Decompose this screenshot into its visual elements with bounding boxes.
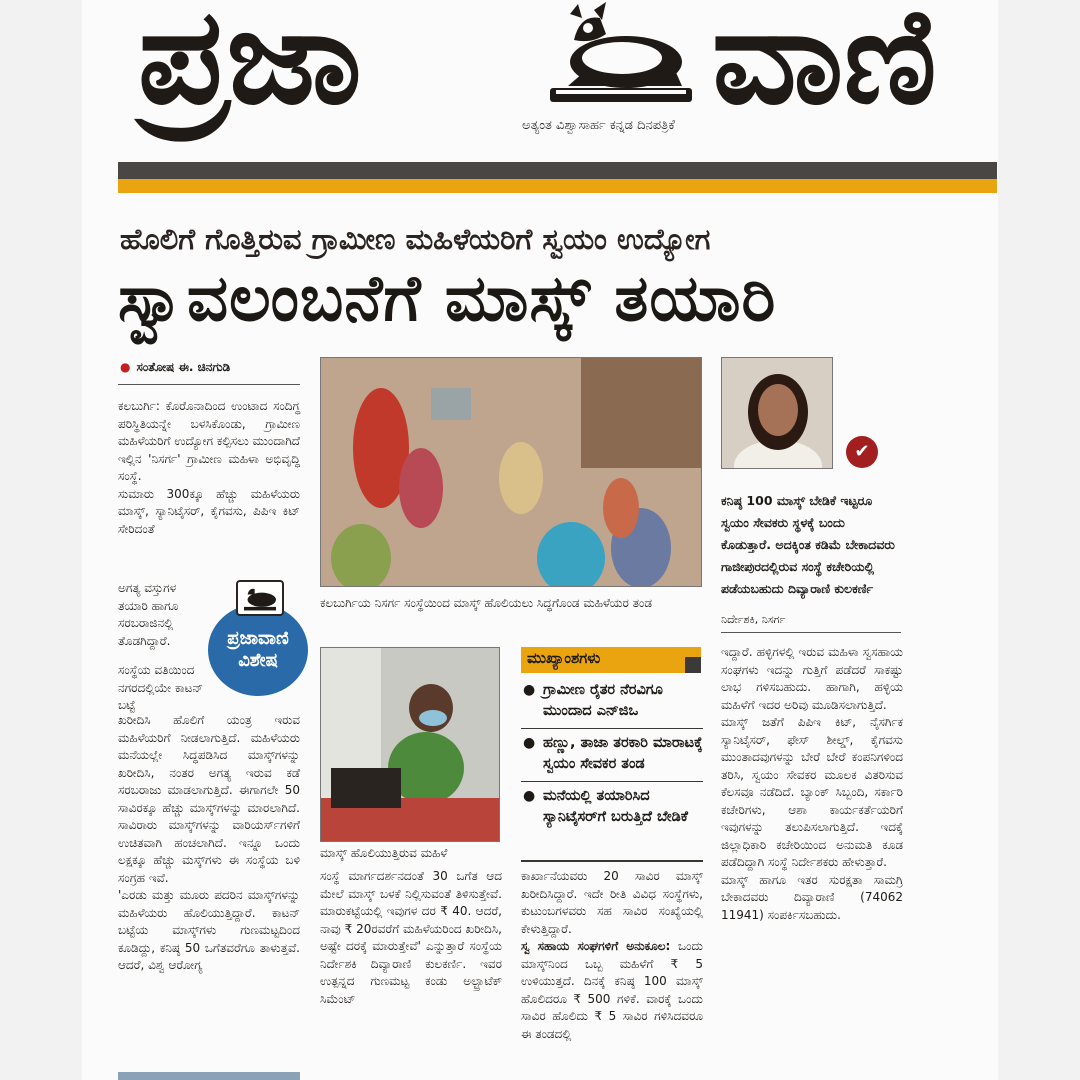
paragraph: ಕಾರ್ಖಾನೆಯವರು 20 ಸಾವಿರ ಮಾಸ್ಕ್ ಖರೀದಿಸಿದ್ದಾರೆ. ಇದೇ ರೀತಿ ವಿವಿಧ ಸಂಸ್ಥೆಗಳು, ಕುಟುಂಬಗಳವರು ಸಹ ಸಾವಿರ ಸಂಖ್ಯೆಯಲ್ಲಿ ಕೇಳುತ್ತಿದ್ದಾರೆ.: [521, 869, 703, 936]
photo-caption: ಕಲಬುರ್ಗಿಯ ನಿಸರ್ಗ ಸಂಸ್ಥೆಯಿಂದ ಮಾಸ್ಕ್ ಹೊಲಿಯಲು ಸಿದ್ಧಗೊಂಡ ಮಹಿಳೆಯರ ತಂಡ: [320, 596, 652, 610]
highlights-divider: [521, 860, 703, 862]
header-rule-gold: [118, 179, 997, 193]
column-1-wrap: [118, 580, 208, 715]
paragraph: ಖರೀದಿಸಿ ಹೊಲಿಗೆ ಯಂತ್ರ ಇರುವ ಮಹಿಳೆಯರಿಗೆ ನೀಡಲಾಗುತ್ತಿದೆ. ಮಹಿಳೆಯರು ಮನೆಯಲ್ಲೇ ಸಿದ್ಧಪಡಿಸಿದ ಮಾಸ್ಕ್‌ಗಳನ್ನು ಖರೀದಿಸಿ, ನಂತರ ಅಗತ್ಯ ಇರುವ ಕಡೆ ಸರಬರಾಜು ಮಾಡಲಾಗುತ್ತಿದೆ. ಈಗಾಗಲೇ 50 ಸಾವಿರಕ್ಕೂ ಹೆಚ್ಚು ಮಾಸ್ಕ್‌ಗಳನ್ನು ಮಾರಲಾಗಿದೆ. ಸಾವಿರಾರು ಮಾಸ್ಕ್‌ಗಳನ್ನು ವಾರಿಯರ್ಸ್‌ಗಳಿಗೆ ಉಚಿತವಾಗಿ ಹಂಚಲಾಗಿದೆ. ಇನ್ನೂ ಒಂದು ಲಕ್ಷಕ್ಕೂ ಹೆಚ್ಚು ಮಸ್ಕ್‌ಗಳು ಈ ಸಂಸ್ಥೆಯ ಬಳಿ ಸಂಗ್ರಹ ಇವೆ.: [118, 713, 300, 885]
paragraph: ಕಲಬುರ್ಗಿ: ಕೊರೊನಾದಿಂದ ಉಂಟಾದ ಸಂದಿಗ್ಧ ಪರಿಸ್ಥಿತಿಯನ್ನೇ ಬಳಸಿಕೊಂಡು, ಗ್ರಾಮೀಣ ಮಹಿಳೆಯರಿಗೆ ಉದ್ಯೋಗ ಕಲ್ಪಿಸಲು ಮುಂದಾಗಿದೆ ಇಲ್ಲಿನ 'ನಿಸರ್ಗ' ಗ್ರಾಮೀಣ ಮಹಿಳಾ ಅಭಿವೃದ್ಧಿ ಸಂಸ್ಥೆ.: [118, 399, 300, 483]
highlight-item: ● ಹಣ್ಣು, ತಾಜಾ ತರಕಾರಿ ಮಾರಾಟಕ್ಕೆ ಸ್ವಯಂ ಸೇವಕರ ತಂಡ: [521, 729, 703, 782]
sewing-photo-illustration: [321, 648, 500, 842]
quote-divider: [721, 632, 901, 633]
article-headline: ಸ್ವಾವಲಂಬನೆಗೆ ಮಾಸ್ಕ್ ತಯಾರಿ: [118, 262, 777, 336]
pull-quote: ಕನಿಷ್ಠ 100 ಮಾಸ್ಕ್ ಬೇಡಿಕೆ ಇಟ್ಟರೂ ಸ್ವಯಂ ಸೇವಕರು ಸ್ಥಳಕ್ಕೆ ಬಂದು ಕೊಡುತ್ತಾರೆ. ಅದಕ್ಕಿಂತ ಕಡಿಮೆ ಬೇಕಾದವರು ಗಾಜೀಪುರದಲ್ಲಿರುವ ಸಂಸ್ಥೆ ಕಚೇರಿಯಲ್ಲಿ ಪಡೆಯಬಹುದು ದಿವ್ಯಾರಾಣಿ ಕುಲಕರ್ಣಿ: [721, 493, 895, 596]
page-margin-left: [0, 0, 82, 1080]
paragraph: ಸುಮಾರು 300ಕ್ಕೂ ಹೆಚ್ಚು ಮಹಿಳೆಯರು ಮಾಸ್ಕ್, ಸ್ಯಾನಿಟೈಸರ್, ಕೈಗವಸು, ಪಿಪಿಇ ಕಿಟ್ ಸೇರಿದಂತೆ: [118, 486, 300, 536]
paragraph-text: ಒಂದು ಮಾಸ್ಕ್‌ನಿಂದ ಒಬ್ಬ ಮಹಿಳೆಗೆ ₹ 5 ಉಳಿಯುತ್ತದೆ. ದಿನಕ್ಕೆ ಕನಿಷ್ಠ 100 ಮಾಸ್ಕ್ ಹೊಲಿದರೂ ₹ 500 ಗಳಿಕೆ. ವಾರಕ್ಕೆ ಒಂದು ಸಾವಿರ ಹೊಲಿದು ₹ 5 ಸಾವಿರ ಗಳಿಸಿದವರೂ ಈ ತಂಡದಲ್ಲಿ: [521, 939, 703, 1041]
column-1-top: [118, 398, 300, 538]
column-1-bottom: [118, 712, 300, 975]
special-report-badge: [208, 580, 310, 698]
sewing-woman-photo: [320, 647, 500, 842]
women-group-photo: [320, 357, 702, 587]
masthead-title-left: ಪ್ರಜಾ: [138, 0, 360, 134]
masthead-tagline: ಅತ್ಯಂತ ವಿಶ್ವಾಸಾರ್ಹ ಕನ್ನಡ ದಿನಪತ್ರಿಕೆ: [522, 118, 675, 133]
highlights-title: ಮುಖ್ಯಾಂಶಗಳು: [521, 647, 701, 673]
nandi-bull-small-icon: [236, 580, 284, 616]
page-margin-right: [998, 0, 1080, 1080]
byline: [120, 360, 300, 375]
paragraph: ಸಂಸ್ಥೆ ಮಾರ್ಗದರ್ಶನದಂತೆ 30 ಒಗೆತ ಆದ ಮೇಲೆ ಮಾಸ್ಕ್ ಬಳಕೆ ನಿಲ್ಲಿಸುವಂತೆ ತಿಳಿಸುತ್ತೇವೆ. ಮಾರುಕಟ್ಟೆಯಲ್ಲಿ ಇವುಗಳ ದರ ₹ 40. ಆದರೆ, ನಾವು ₹ 20ರವರೆಗೆ ಮಹಿಳೆಯರಿಂದ ಖರೀದಿಸಿ, ಅಷ್ಟೇ ದರಕ್ಕೆ ಮಾರುತ್ತೇವೆ' ಎನ್ನುತ್ತಾರೆ ಸಂಸ್ಥೆಯ ನಿರ್ದೇಶಕಿ ದಿವ್ಯಾರಾಣಿ ಕುಲಕರ್ಣಿ. ಇವರ ಉತ್ಪನ್ನದ ಗುಣಮಟ್ಟ ಕಂಡು ಅಲ್ಟ್ರಾಟೆಕ್ ಸಿಮೆಂಟ್: [320, 869, 502, 1006]
portrait-photo: [721, 357, 833, 469]
paragraph: ಸಂಸ್ಥೆಯ ವತಿಯಿಂದ ನಗರದಲ್ಲಿಯೇ ಕಾಟನ್ ಬಟ್ಟೆ: [118, 663, 203, 712]
portrait-illustration: [722, 358, 833, 469]
column-3: [521, 868, 703, 1043]
byline-author: ಸಂತೋಷ ಈ. ಚಿನಗುಡಿ: [136, 360, 231, 374]
header-rule-dark: [118, 162, 997, 179]
paragraph: [521, 938, 703, 1043]
highlights-corner: [685, 657, 701, 673]
paragraph: ಮಾಸ್ಕ್ ಹಾಗೂ ಇತರ ಸುರಕ್ಷತಾ ಸಾಮಗ್ರಿ ಬೇಕಾದವರು ದಿವ್ಯಾರಾಣಿ (74062 11941) ಸಂಪರ್ಕಿಸಬಹುದು.: [721, 872, 903, 922]
group-photo-illustration: [321, 358, 702, 587]
column-4: [721, 644, 903, 924]
highlight-item: ● ಗ್ರಾಮೀಣ ರೈತರ ನೆರವಿಗೂ ಮುಂದಾದ ಎನ್‌ಜಿಒ: [521, 676, 703, 729]
paragraph: ಮಾಸ್ಕ್ ಜತೆಗೆ ಪಿಪಿಇ ಕಿಟ್, ನೈಸರ್ಗಿಕ ಸ್ಯಾನಿಟೈಸರ್, ಫೇಸ್ ಶೀಲ್ಡ್, ಕೈಗವಸು ಮುಂತಾದವುಗಳನ್ನು ಬೇರೆ ಬೇರೆ ಕಂಪನಿಗಳಿಂದ ತರಿಸಿ, ಸ್ವಯಂ ಸೇವಕರ ಮೂಲಕ ವಿತರಿಸುವ ಕೆಲಸವೂ ನಡೆದಿದೆ. ಬ್ಯಾಂಕ್ ಸಿಬ್ಬಂದಿ, ಸರ್ಕಾರಿ ಕಚೇರಿಗಳು, ಆಶಾ ಕಾರ್ಯಕರ್ತೆಯರಿಗೆ ಇವುಗಳನ್ನು ತಲುಪಿಸಲಾಗುತ್ತಿದೆ. ಇದಕ್ಕೆ ಜಿಲ್ಲಾಧಿಕಾರಿ ಕಚೇರಿಯಿಂದ ಅನುಮತಿ ಕೂಡ ಪಡೆದಿದ್ದಾಗಿ ಸಂಸ್ಥೆ ನಿರ್ದೇಶಕರು ಹೇಳುತ್ತಾರೆ.: [721, 715, 903, 869]
badge-circle: ಪ್ರಜಾವಾಣಿ ವಿಶೇಷ: [208, 604, 308, 696]
byline-bullet-icon: ●: [120, 360, 131, 374]
paragraph: ಇದ್ದಾರೆ. ಹಳ್ಳಿಗಳಲ್ಲಿ ಇರುವ ಮಹಿಳಾ ಸ್ವಸಹಾಯ ಸಂಘಗಳು ಇದನ್ನು ಗುತ್ತಿಗೆ ಪಡೆದರೆ ಸಾಕಷ್ಟು ಲಾಭ ಗಳಿಸಬಹುದು. ಹಾಗಾಗಿ, ಹಳ್ಳಿಯ ಮಹಿಳೆಗೆ ಇದರ ಅರಿವು ಮೂಡಿಸಲಾಗುತ್ತಿದೆ.: [721, 645, 903, 712]
column-2: [320, 868, 502, 1008]
masthead-title-right: ವಾಣಿ: [712, 0, 937, 132]
quote-credit: ನಿರ್ದೇಶಕಿ, ನಿಸರ್ಗ: [721, 613, 786, 626]
nandi-bull-logo-icon: [544, 0, 698, 108]
quote-marker-icon: ✔: [846, 436, 878, 468]
footer-bar: [118, 1072, 300, 1080]
highlights-list: [521, 676, 703, 834]
paragraph: ಅಗತ್ಯ ವಸ್ತುಗಳ ತಯಾರಿ ಹಾಗೂ ಸರಬರಾಜಿನಲ್ಲಿ ತೊಡಗಿದ್ದಾರೆ.: [118, 581, 179, 648]
article-kicker: ಹೊಲಿಗೆ ಗೊತ್ತಿರುವ ಗ್ರಾಮೀಣ ಮಹಿಳೆಯರಿಗೆ ಸ್ವಯಂ ಉದ್ಯೋಗ: [120, 222, 711, 256]
highlight-item: ● ಮನೆಯಲ್ಲಿ ತಯಾರಿಸಿದ ಸ್ಯಾನಿಟೈಸರ್‌ಗೆ ಬರುತ್ತಿದೆ ಬೇಡಿಕೆ: [521, 782, 703, 834]
paragraph: 'ಎರಡು ಮತ್ತು ಮೂರು ಪದರಿನ ಮಾಸ್ಕ್‌ಗಳನ್ನು ಮಹಿಳೆಯರು ಹೊಲಿಯುತ್ತಿದ್ದಾರೆ. ಕಾಟನ್ ಬಟ್ಟೆಯ ಮಾಸ್ಕ್‌ಗಳು ಗುಣಮಟ್ಟದಿಂದ ಕೂಡಿದ್ದು, ಕನಿಷ್ಠ 50 ಒಗೆತವರೆಗೂ ತಾಳುತ್ತವೆ. ಆದರೆ, ವಿಶ್ವ ಆರೋಗ್ಯ: [118, 888, 300, 972]
subheading: ಸ್ವ ಸಹಾಯ ಸಂಘಗಳಿಗೆ ಅನುಕೂಲ:: [521, 939, 671, 953]
byline-divider: [118, 384, 300, 385]
photo-caption: ಮಾಸ್ಕ್ ಹೊಲಿಯುತ್ತಿರುವ ಮಹಿಳೆ: [320, 846, 448, 860]
